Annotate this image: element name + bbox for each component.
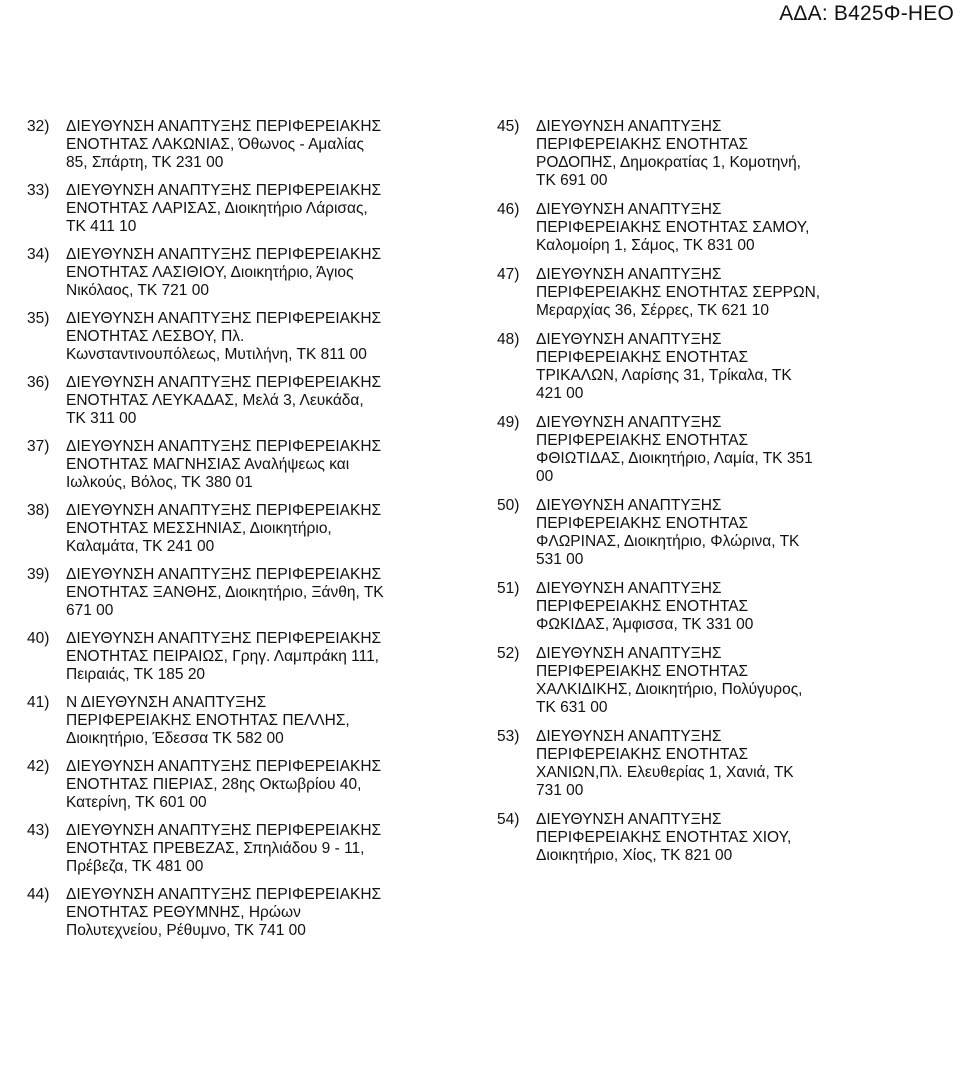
entry-line: ΔΙΕΥΘΥΝΣΗ ΑΝΑΠΤΥΞΗΣ [536, 728, 722, 745]
address-entry [497, 201, 917, 255]
entry-line: ΔΙΕΥΘΥΝΣΗ ΑΝΑΠΤΥΞΗΣ ΠΕΡΙΦΕΡΕΙΑΚΗΣ [66, 438, 382, 455]
entry-number: 36) [27, 374, 50, 391]
entry-line: ΕΝΟΤΗΤΑΣ ΠΙΕΡΙΑΣ, 28ης Οκτωβρίου 40, [66, 776, 362, 793]
entry-line: ΠΕΡΙΦΕΡΕΙΑΚΗΣ ΕΝΟΤΗΤΑΣ ΣΕΡΡΩΝ, [536, 284, 821, 301]
entry-line: Πολυτεχνείου, Ρέθυμνο, ΤΚ 741 00 [66, 922, 306, 939]
entry-line: Καλομοίρη 1, Σάμος, ΤΚ 831 00 [536, 237, 755, 254]
entry-line: ΕΝΟΤΗΤΑΣ ΡΕΘΥΜΝΗΣ, Ηρώων [66, 904, 301, 921]
entry-number: 38) [27, 502, 50, 519]
address-entry [27, 438, 427, 492]
entry-line: ΠΕΡΙΦΕΡΕΙΑΚΗΣ ΕΝΟΤΗΤΑΣ [536, 349, 749, 366]
entry-line: ΧΑΝΙΩΝ,Πλ. Ελευθερίας 1, Χανιά, ΤΚ [536, 764, 794, 781]
entry-text [536, 414, 917, 486]
entry-number: 45) [497, 118, 520, 135]
entry-text [66, 694, 427, 748]
entry-line: ΔΙΕΥΘΥΝΣΗ ΑΝΑΠΤΥΞΗΣ ΠΕΡΙΦΕΡΕΙΑΚΗΣ [66, 310, 382, 327]
entry-line: ΔΙΕΥΘΥΝΣΗ ΑΝΑΠΤΥΞΗΣ ΠΕΡΙΦΕΡΕΙΑΚΗΣ [66, 822, 382, 839]
entry-line: ΠΕΡΙΦΕΡΕΙΑΚΗΣ ΕΝΟΤΗΤΑΣ [536, 432, 749, 449]
entry-line: ΔΙΕΥΘΥΝΣΗ ΑΝΑΠΤΥΞΗΣ [536, 118, 722, 135]
entry-number: 39) [27, 566, 50, 583]
entry-text [66, 886, 427, 940]
address-entry [27, 502, 427, 556]
entry-line: ΔΙΕΥΘΥΝΣΗ ΑΝΑΠΤΥΞΗΣ ΠΕΡΙΦΕΡΕΙΑΚΗΣ [66, 502, 382, 519]
entry-number: 48) [497, 331, 520, 348]
entry-line: ΔΙΕΥΘΥΝΣΗ ΑΝΑΠΤΥΞΗΣ [536, 201, 722, 218]
entry-line: ΔΙΕΥΘΥΝΣΗ ΑΝΑΠΤΥΞΗΣ ΠΕΡΙΦΕΡΕΙΑΚΗΣ [66, 886, 382, 903]
document-ada-code: ΑΔΑ: Β425Φ-ΗΕΟ [779, 2, 954, 25]
entry-line: ΔΙΕΥΘΥΝΣΗ ΑΝΑΠΤΥΞΗΣ [536, 645, 722, 662]
entry-line: Πρέβεζα, ΤΚ 481 00 [66, 858, 204, 875]
entry-line: ΕΝΟΤΗΤΑΣ ΞΑΝΘΗΣ, Διοικητήριο, Ξάνθη, ΤΚ [66, 584, 384, 601]
entry-number: 35) [27, 310, 50, 327]
entry-line: ΤΡΙΚΑΛΩΝ, Λαρίσης 31, Τρίκαλα, ΤΚ [536, 367, 792, 384]
entry-line: ΦΘΙΩΤΙΔΑΣ, Διοικητήριο, Λαμία, ΤΚ 351 [536, 450, 813, 467]
address-entry [497, 645, 917, 717]
entry-number: 37) [27, 438, 50, 455]
address-entry [497, 118, 917, 190]
entry-number: 54) [497, 811, 520, 828]
entry-number: 40) [27, 630, 50, 647]
entry-line: ΤΚ 411 10 [66, 218, 137, 235]
entry-line: ΕΝΟΤΗΤΑΣ ΜΑΓΝΗΣΙΑΣ Αναλήψεως και [66, 456, 350, 473]
entry-line: 85, Σπάρτη, ΤΚ 231 00 [66, 154, 224, 171]
entry-line: ΠΕΡΙΦΕΡΕΙΑΚΗΣ ΕΝΟΤΗΤΑΣ [536, 515, 749, 532]
entry-line: ΕΝΟΤΗΤΑΣ ΛΕΥΚΑΔΑΣ, Μελά 3, Λευκάδα, [66, 392, 364, 409]
entry-text [536, 811, 917, 865]
left-column [27, 118, 427, 950]
entry-line: ΔΙΕΥΘΥΝΣΗ ΑΝΑΠΤΥΞΗΣ [536, 331, 722, 348]
entry-line: ΦΩΚΙΔΑΣ, Άμφισσα, ΤΚ 331 00 [536, 616, 754, 633]
address-entry [27, 182, 427, 236]
entry-line: ΠΕΡΙΦΕΡΕΙΑΚΗΣ ΕΝΟΤΗΤΑΣ [536, 663, 749, 680]
address-entry [27, 630, 427, 684]
entry-number: 53) [497, 728, 520, 745]
entry-line: Διοικητήριο, Έδεσσα ΤΚ 582 00 [66, 730, 284, 747]
address-entry [497, 811, 917, 865]
address-entry [27, 374, 427, 428]
entry-number: 50) [497, 497, 520, 514]
address-entry [497, 497, 917, 569]
entry-line: Καλαμάτα, ΤΚ 241 00 [66, 538, 215, 555]
entry-line: Ιωλκούς, Βόλος, ΤΚ 380 01 [66, 474, 253, 491]
entry-line: ΤΚ 631 00 [536, 699, 608, 716]
entry-text [536, 645, 917, 717]
entry-line: 671 00 [66, 602, 114, 619]
address-entry [27, 694, 427, 748]
entry-line: Πειραιάς, ΤΚ 185 20 [66, 666, 206, 683]
entry-line: Νικόλαος, ΤΚ 721 00 [66, 282, 209, 299]
entry-line: ΕΝΟΤΗΤΑΣ ΛΑΡΙΣΑΣ, Διοικητήριο Λάρισας, [66, 200, 368, 217]
entry-line: ΔΙΕΥΘΥΝΣΗ ΑΝΑΠΤΥΞΗΣ ΠΕΡΙΦΕΡΕΙΑΚΗΣ [66, 374, 382, 391]
entry-line: Ν ΔΙΕΥΘΥΝΣΗ ΑΝΑΠΤΥΞΗΣ [66, 694, 267, 711]
address-entry [27, 246, 427, 300]
entry-line: ΕΝΟΤΗΤΑΣ ΛΕΣΒΟΥ, Πλ. [66, 328, 245, 345]
entry-line: ΔΙΕΥΘΥΝΣΗ ΑΝΑΠΤΥΞΗΣ [536, 580, 722, 597]
entry-text [66, 630, 427, 684]
entry-number: 49) [497, 414, 520, 431]
entry-line: ΔΙΕΥΘΥΝΣΗ ΑΝΑΠΤΥΞΗΣ ΠΕΡΙΦΕΡΕΙΑΚΗΣ [66, 118, 382, 135]
address-entry [27, 758, 427, 812]
entry-line: Κατερίνη, ΤΚ 601 00 [66, 794, 207, 811]
entry-number: 33) [27, 182, 50, 199]
entry-line: ΕΝΟΤΗΤΑΣ ΜΕΣΣΗΝΙΑΣ, Διοικητήριο, [66, 520, 332, 537]
entry-text [536, 266, 917, 320]
entry-text [66, 246, 427, 300]
address-entry [27, 886, 427, 940]
entry-line: ΕΝΟΤΗΤΑΣ ΛΑΣΙΘΙΟΥ, Διοικητήριο, Άγιος [66, 264, 354, 281]
entry-line: ΠΕΡΙΦΕΡΕΙΑΚΗΣ ΕΝΟΤΗΤΑΣ [536, 598, 749, 615]
address-entry [497, 266, 917, 320]
entry-text [66, 438, 427, 492]
entry-number: 34) [27, 246, 50, 263]
entry-line: 421 00 [536, 385, 584, 402]
entry-number: 44) [27, 886, 50, 903]
address-entry [497, 331, 917, 403]
entry-text [536, 580, 917, 634]
entry-line: ΔΙΕΥΘΥΝΣΗ ΑΝΑΠΤΥΞΗΣ [536, 811, 722, 828]
entry-line: ΔΙΕΥΘΥΝΣΗ ΑΝΑΠΤΥΞΗΣ ΠΕΡΙΦΕΡΕΙΑΚΗΣ [66, 566, 382, 583]
entry-line: ΔΙΕΥΘΥΝΣΗ ΑΝΑΠΤΥΞΗΣ ΠΕΡΙΦΕΡΕΙΑΚΗΣ [66, 630, 382, 647]
entry-number: 42) [27, 758, 50, 775]
address-entry [27, 822, 427, 876]
entry-number: 51) [497, 580, 520, 597]
address-entry [497, 414, 917, 486]
entry-line: ΤΚ 311 00 [66, 410, 137, 427]
entry-text [536, 331, 917, 403]
address-entry [497, 728, 917, 800]
entry-text [536, 201, 917, 255]
entry-text [66, 822, 427, 876]
entry-line: ΠΕΡΙΦΕΡΕΙΑΚΗΣ ΕΝΟΤΗΤΑΣ ΠΕΛΛΗΣ, [66, 712, 350, 729]
address-entry [27, 566, 427, 620]
entry-line: ΡΟΔΟΠΗΣ, Δημοκρατίας 1, Κομοτηνή, [536, 154, 801, 171]
entry-text [66, 310, 427, 364]
entry-line: ΕΝΟΤΗΤΑΣ ΛΑΚΩΝΙΑΣ, Όθωνος - Αμαλίας [66, 136, 364, 153]
entry-line: 731 00 [536, 782, 584, 799]
entry-number: 47) [497, 266, 520, 283]
entry-line: Μεραρχίας 36, Σέρρες, ΤΚ 621 10 [536, 302, 769, 319]
entry-line: ΕΝΟΤΗΤΑΣ ΠΡΕΒΕΖΑΣ, Σπηλιάδου 9 - 11, [66, 840, 365, 857]
entry-line: Κωνσταντινουπόλεως, Μυτιλήνη, ΤΚ 811 00 [66, 346, 367, 363]
entry-text [66, 502, 427, 556]
entry-line: ΠΕΡΙΦΕΡΕΙΑΚΗΣ ΕΝΟΤΗΤΑΣ ΣΑΜΟΥ, [536, 219, 810, 236]
entry-number: 41) [27, 694, 50, 711]
entry-line: ΕΝΟΤΗΤΑΣ ΠΕΙΡΑΙΩΣ, Γρηγ. Λαμπράκη 111, [66, 648, 379, 665]
entry-line: ΔΙΕΥΘΥΝΣΗ ΑΝΑΠΤΥΞΗΣ ΠΕΡΙΦΕΡΕΙΑΚΗΣ [66, 246, 382, 263]
entry-line: ΠΕΡΙΦΕΡΕΙΑΚΗΣ ΕΝΟΤΗΤΑΣ [536, 136, 749, 153]
entry-line: ΔΙΕΥΘΥΝΣΗ ΑΝΑΠΤΥΞΗΣ ΠΕΡΙΦΕΡΕΙΑΚΗΣ [66, 758, 382, 775]
entry-number: 43) [27, 822, 50, 839]
entry-text [536, 118, 917, 190]
entry-line: ΔΙΕΥΘΥΝΣΗ ΑΝΑΠΤΥΞΗΣ ΠΕΡΙΦΕΡΕΙΑΚΗΣ [66, 182, 382, 199]
entry-number: 32) [27, 118, 50, 135]
address-entry [497, 580, 917, 634]
entry-text [66, 566, 427, 620]
right-column [497, 118, 917, 876]
entry-line: ΔΙΕΥΘΥΝΣΗ ΑΝΑΠΤΥΞΗΣ [536, 266, 722, 283]
entry-number: 52) [497, 645, 520, 662]
entry-line: ΦΛΩΡΙΝΑΣ, Διοικητήριο, Φλώρινα, ΤΚ [536, 533, 800, 550]
entry-line: ΧΑΛΚΙΔΙΚΗΣ, Διοικητήριο, Πολύγυρος, [536, 681, 803, 698]
entry-number: 46) [497, 201, 520, 218]
entry-text [66, 374, 427, 428]
entry-line: 531 00 [536, 551, 584, 568]
entry-text [66, 182, 427, 236]
address-entry [27, 118, 427, 172]
entry-text [536, 728, 917, 800]
entry-line: ΤΚ 691 00 [536, 172, 608, 189]
entry-line: ΠΕΡΙΦΕΡΕΙΑΚΗΣ ΕΝΟΤΗΤΑΣ [536, 746, 749, 763]
entry-line: ΔΙΕΥΘΥΝΣΗ ΑΝΑΠΤΥΞΗΣ [536, 497, 722, 514]
address-entry [27, 310, 427, 364]
entry-text [536, 497, 917, 569]
entry-line: 00 [536, 468, 554, 485]
entry-line: Διοικητήριο, Χίος, ΤΚ 821 00 [536, 847, 733, 864]
entry-line: ΠΕΡΙΦΕΡΕΙΑΚΗΣ ΕΝΟΤΗΤΑΣ ΧΙΟΥ, [536, 829, 792, 846]
entry-text [66, 118, 427, 172]
entry-text [66, 758, 427, 812]
entry-line: ΔΙΕΥΘΥΝΣΗ ΑΝΑΠΤΥΞΗΣ [536, 414, 722, 431]
